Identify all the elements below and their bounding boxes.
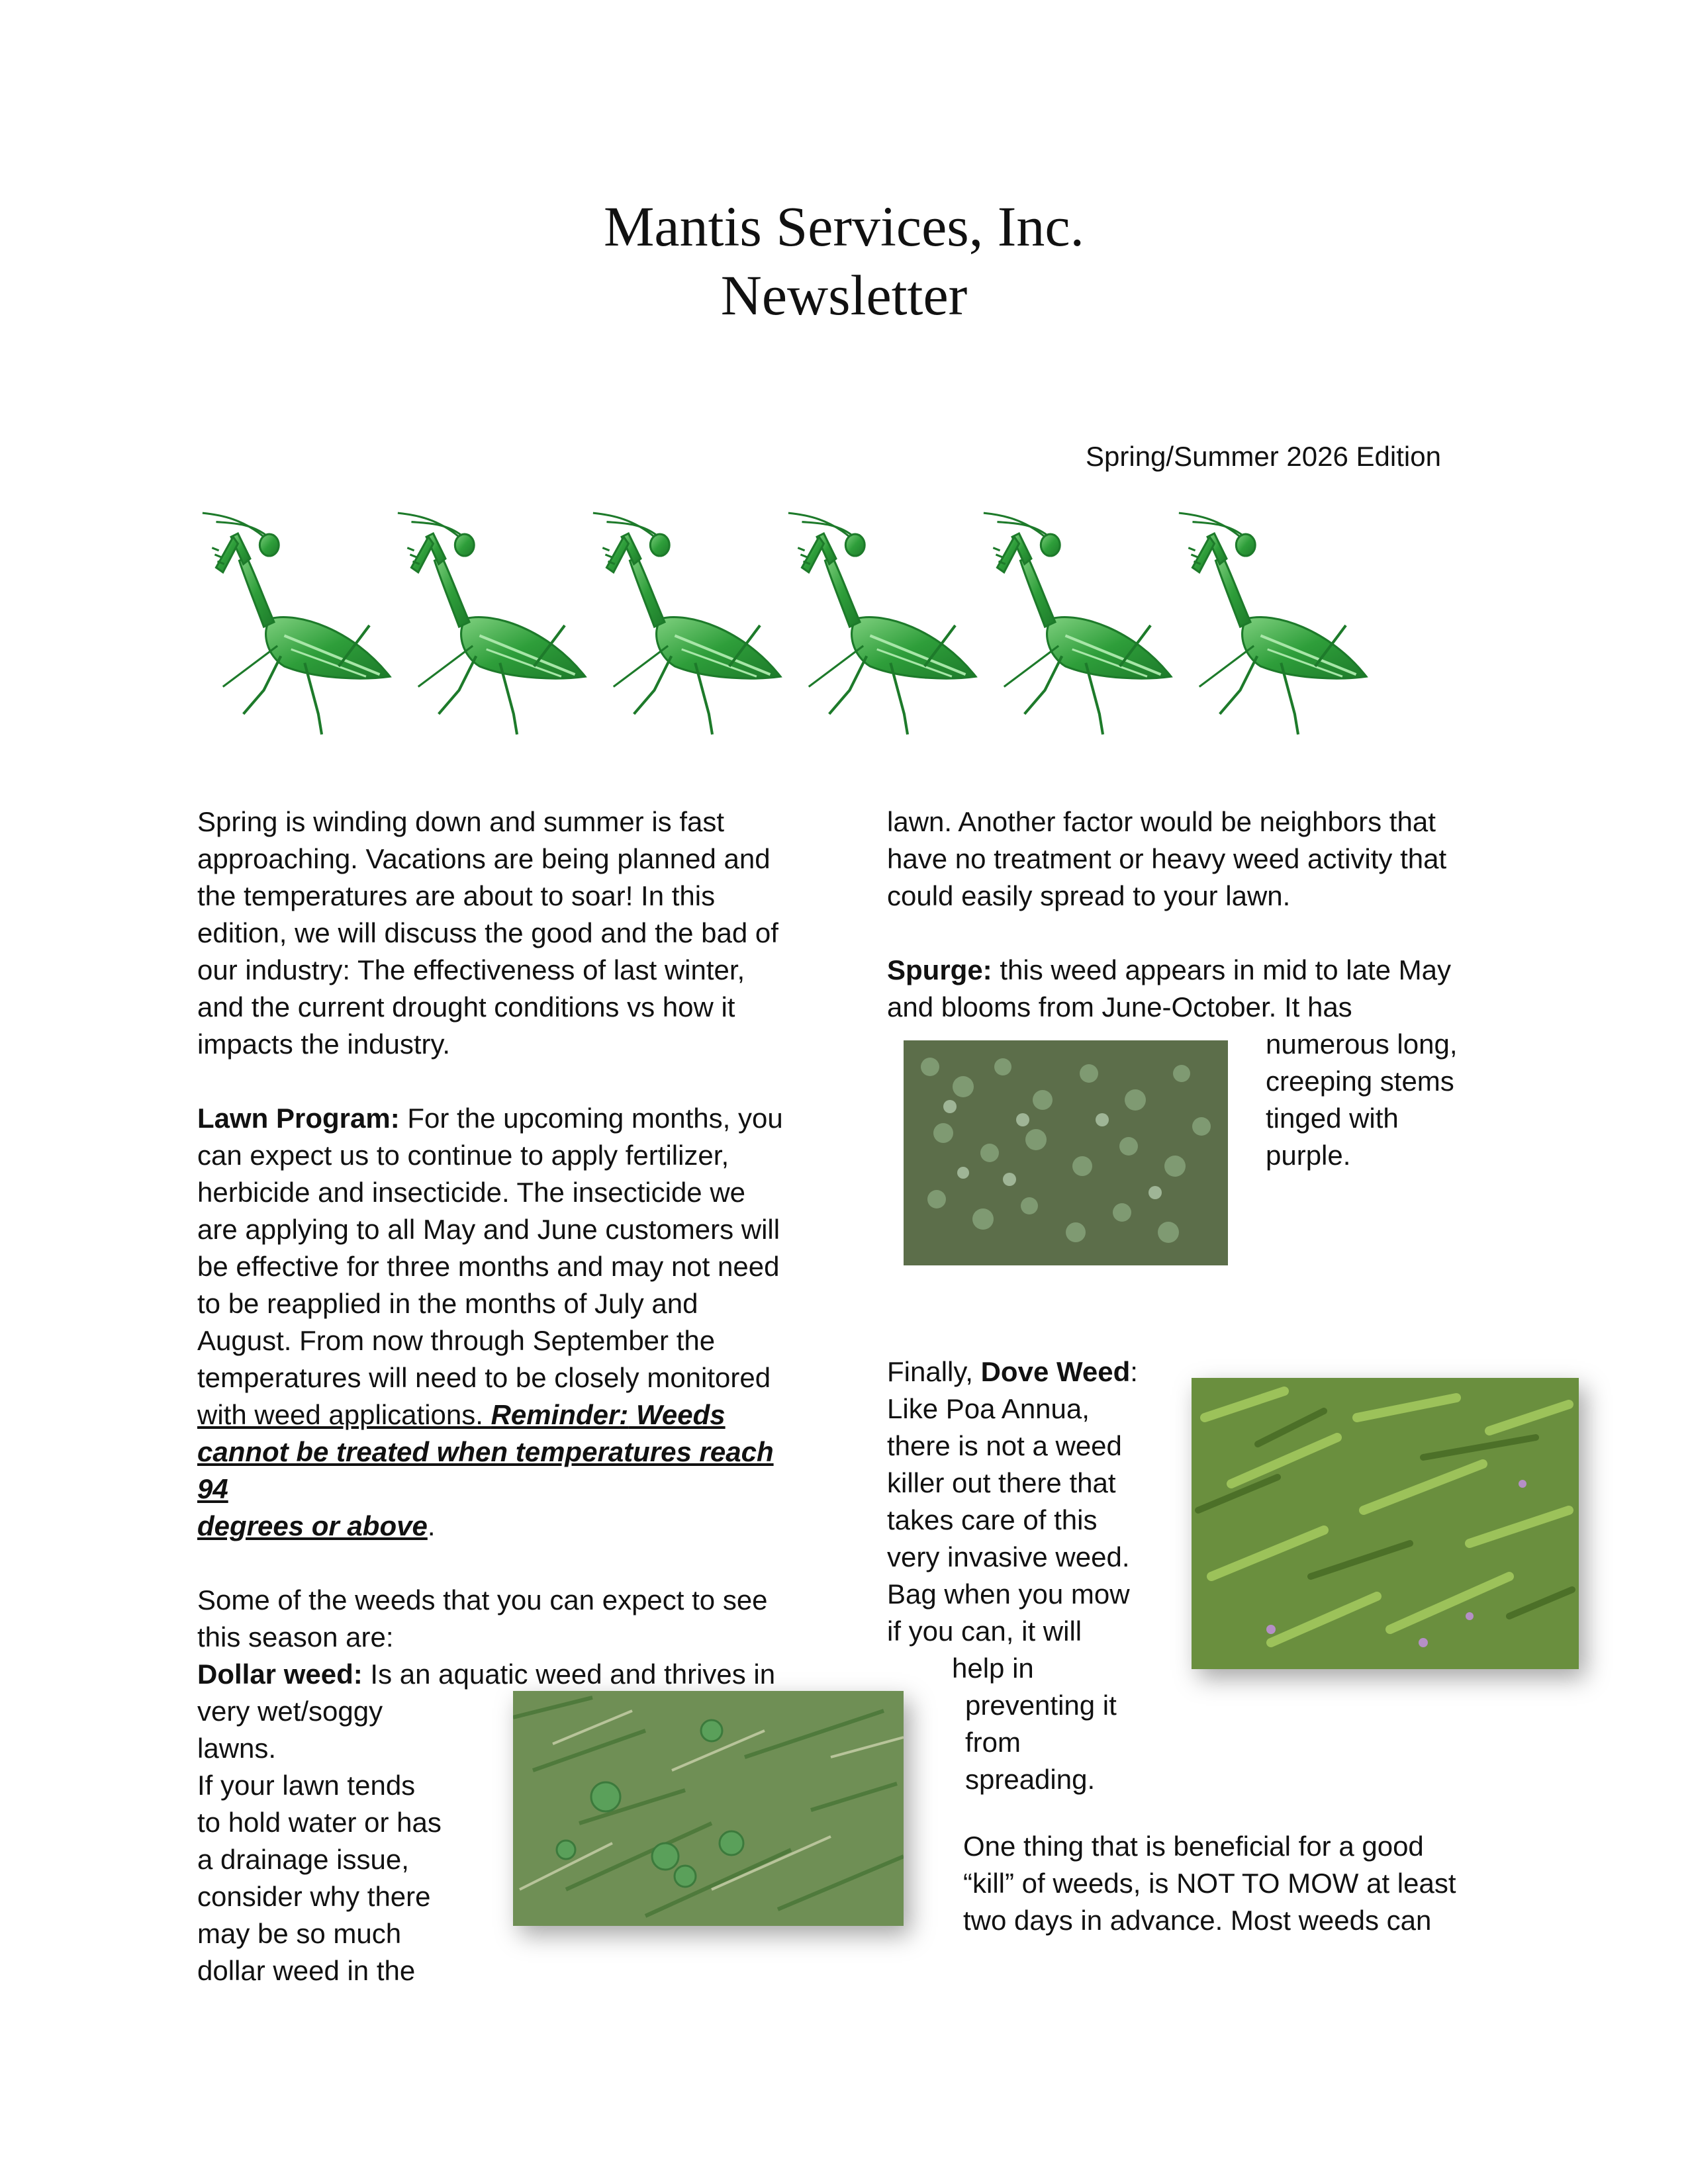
reminder-text: cannot be treated when temperatures reach 94 [197, 1436, 774, 1504]
mow-line: “kill” of weeds, is NOT TO MOW at least [963, 1868, 1456, 1899]
lawn-line: be effective for three months and may not need [197, 1251, 780, 1282]
intro-line: approaching. Vacations are being planned and [197, 843, 771, 874]
mow-line: One thing that is beneficial for a good [963, 1831, 1424, 1862]
reminder-label: Reminder: [491, 1399, 629, 1430]
dove-line: there is not a weed [887, 1430, 1122, 1461]
dove-wrap-b: preventing it from spreading. [965, 1690, 1117, 1795]
dove-weed-heading: Dove Weed [980, 1356, 1131, 1387]
dove-line: if you can, it will [887, 1615, 1082, 1647]
edition-label: Spring/Summer 2026 Edition [1086, 441, 1441, 472]
lawn-program-line: Lawn Program: For the upcoming months, you [197, 1103, 783, 1134]
praying-mantis-icon [778, 510, 990, 741]
spurge-photo [904, 1040, 1228, 1265]
dollar-line: to hold water or has [197, 1807, 442, 1838]
praying-mantis-icon [1168, 510, 1380, 741]
company-name: Mantis Services, Inc. [603, 195, 1085, 258]
spurge-wrap-text: numerous long, creeping stems tinged with purple. [1266, 1028, 1458, 1171]
dove-line: Bag when you mow [887, 1578, 1130, 1610]
left-column: Spring is winding down and summer is fast approaching. Vacations are being planned and the temperatures are about to soar! In this edition, we will discuss the good and the bad of our industry: The effectiveness of last winter, and the current drought conditions vs how it impacts the industry. Lawn Program: For the upcoming months, you can expect us to continue to apply fertilizer, herbicide and insecticide. The insecticide we are applying to all May and June customers will be effective for three months and may not need to be reapplied in the months of July and August. From now through September the temperatures will need to be closely monitored with weed applications. Reminder: Weeds cannot be treated when temperatures reach 94 degrees or above. Some of the weeds that you can expect to see this season are: Dollar weed: Is an aquatic weed and thrives in very wet/soggy lawns. If your lawn tends to hold water or has a drainage issue, consider why there may be so much dollar weed in the [197, 803, 806, 1989]
intro-line: our industry: The effectiveness of last winter, [197, 954, 745, 985]
intro-line: edition, we will discuss the good and the bad of [197, 917, 778, 948]
lawn-line: herbicide and insecticide. The insecticide we [197, 1177, 746, 1208]
intro-line: Spring is winding down and summer is fast [197, 806, 725, 837]
lawn-line: temperatures will need to be closely monitored [197, 1362, 771, 1393]
praying-mantis-icon [973, 510, 1185, 741]
dove-line: very invasive weed. [887, 1541, 1130, 1572]
weeds-intro-line: this season are: [197, 1621, 394, 1653]
newsletter-label: Newsletter [720, 263, 968, 327]
praying-mantis-icon [192, 510, 404, 741]
continued-line: have no treatment or heavy weed activity that [887, 843, 1447, 874]
dollar-line: dollar weed in the [197, 1955, 416, 1986]
intro-line: the temperatures are about to soar! In this [197, 880, 716, 911]
mow-line: two days in advance. Most weeds can [963, 1905, 1432, 1936]
reminder-text: degrees or above [197, 1510, 428, 1541]
dollar-weed-photo [513, 1691, 904, 1926]
dollar-weed-heading: Dollar weed: [197, 1659, 363, 1690]
lawn-line: can expect us to continue to apply fertilizer, [197, 1140, 729, 1171]
newsletter-title [0, 192, 1688, 330]
right-column: lawn. Another factor would be neighbors that have no treatment or heavy weed activity that could easily spread to your lawn. Spurge: this weed appears in mid to late May and blooms from June-October. It has [887, 803, 1483, 1026]
mantis-decor-row [192, 510, 1516, 741]
weeds-intro-line: Some of the weeds that you can expect to see [197, 1584, 768, 1615]
dove-weed-photo [1192, 1378, 1579, 1669]
dollar-line: lawns. [197, 1733, 277, 1764]
dollar-line: a drainage issue, [197, 1844, 409, 1875]
continued-line: lawn. Another factor would be neighbors that [887, 806, 1436, 837]
lawn-line: with weed applications. Reminder: Weeds [197, 1399, 726, 1430]
spurge-line: and blooms from June-October. It has [887, 991, 1352, 1023]
dollar-line: very wet/soggy [197, 1696, 383, 1727]
dollar-line: If your lawn tends [197, 1770, 416, 1801]
intro-line: impacts the industry. [197, 1028, 451, 1060]
lawn-line: are applying to all May and June customers will [197, 1214, 780, 1245]
dove-line: Like Poa Annua, [887, 1393, 1090, 1424]
lawn-line: August. From now through September the [197, 1325, 716, 1356]
lawn-line: to be reapplied in the months of July and [197, 1288, 698, 1319]
spurge-heading: Spurge: [887, 954, 992, 985]
praying-mantis-icon [387, 510, 599, 741]
lawn-program-heading: Lawn Program: [197, 1103, 400, 1134]
dove-wrap-a: help in [952, 1653, 1034, 1684]
mow-paragraph [963, 1828, 1559, 1939]
dove-line: killer out there that [887, 1467, 1116, 1498]
dove-line: takes care of this [887, 1504, 1098, 1535]
praying-mantis-icon [583, 510, 794, 741]
continued-line: could easily spread to your lawn. [887, 880, 1291, 911]
dove-weed-text: Finally, Dove Weed: Like Poa Annua, there is not a weed killer out there that takes care of this very invasive weed. Bag when you mow if you can, it will [887, 1353, 1231, 1650]
dollar-line: may be so much [197, 1918, 402, 1949]
intro-line: and the current drought conditions vs how it [197, 991, 735, 1023]
dollar-line: consider why there [197, 1881, 431, 1912]
